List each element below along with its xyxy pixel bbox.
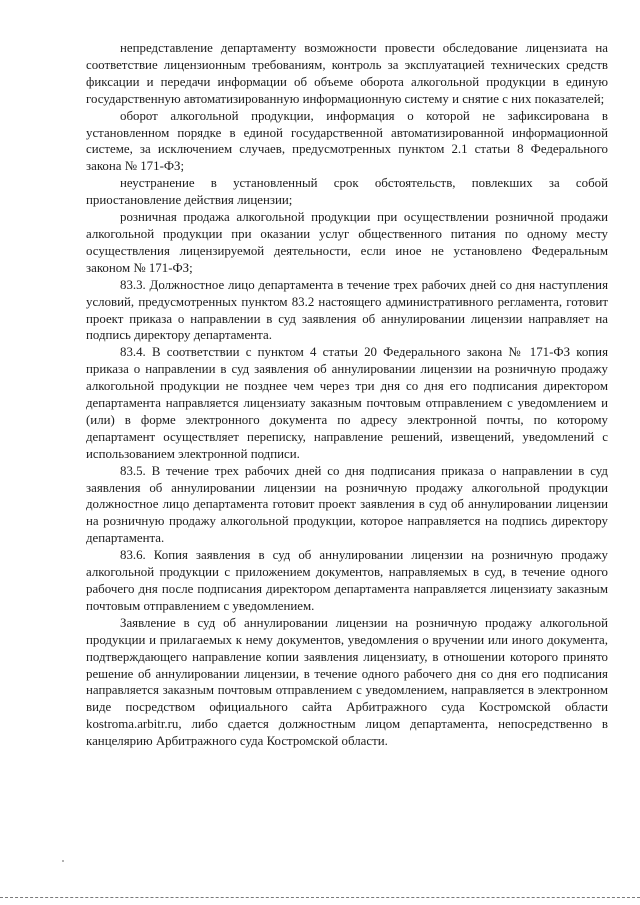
paragraph-83-6: 83.6. Копия заявления в суд об аннулировании лицензии на розничную продажу алкогольной продукции с приложением документов, направляемых в суд, в течение одного рабочего дня после подписания директором департамента направляется лицензиату заказным почтовым отправлением с уведомлением. — [86, 548, 608, 613]
scan-speck — [62, 860, 64, 862]
paragraph-83-4: 83.4. В соответствии с пунктом 4 статьи 20 Федерального закона № 171-ФЗ копия приказа о направлении в суд заявления об аннулировании лицензии на розничную продажу алкогольной продукции не позднее чем через три дня со дня его подписания директором департамента направляется лицензиату заказным почтовым отправлением с уведомлением и (или) в форме электронного документа по адресу электронной почты, по которому департамент осуществляет переписку, направление решений, извещений, уведомлений с использованием электронной подписи. — [86, 345, 608, 461]
paragraph-83-5: 83.5. В течение трех рабочих дней со дня подписания приказа о направлении в суд заявления об аннулировании лицензии на розничную продажу алкогольной продукции должностное лицо департамента готовит проект заявления в суд об аннулировании лицензии на розничную продажу алкогольной продукции, которое направляется на подпись директору департамента. — [86, 463, 608, 546]
paragraph-suspension-not-eliminated: неустранение в установленный срок обстоятельств, повлекших за собой приостановление действия лицензии; — [86, 176, 608, 208]
paragraph-83-3: 83.3. Должностное лицо департамента в течение трех рабочих дней со дня наступления условий, предусмотренных пунктом 83.2 настоящего административного регламента, готовит проект приказа о направлении в суд заявления об аннулировании лицензии направляет на подпись директору департамента. — [86, 277, 608, 343]
footer-divider — [0, 897, 640, 898]
document-body — [86, 40, 608, 750]
paragraph-court-submission: Заявление в суд об аннулировании лицензии на розничную продажу алкогольной продукции и прилагаемых к нему документов, уведомления о вручении или иного документа, подтверждающего направление копии заявления лицензиату, в отношении которого принято решение об аннулировании лицензии, в течение одного рабочего дня со дня его подписания направляется заказным почтовым отправлением с уведомлением, направляется в электронном виде посредством официального сайта Арбитражного суда Костромской области kostroma.arbitr.ru, либо сдается должностным лицом департамента, непосредственно в канцелярию Арбитражного суда Костромской области. — [86, 615, 608, 749]
paragraph-no-inspection-access: непредставление департаменту возможности провести обследование лицензиата на соответствие лицензионным требованиям, контроль за эксплуатацией технических средств фиксации и передачи информации об объеме оборота алкогольной продукции в единую государственную автоматизированную информационную систему и снятие с них показателей; — [86, 41, 608, 106]
paragraph-unrecorded-turnover: оборот алкогольной продукции, информация о которой не зафиксирована в установленном порядке в единой государственной автоматизированной информационной системе, за исключением случаев, предусмотренных пунктом 2.1 статьи 8 Федерального закона № 171-ФЗ; — [86, 108, 608, 174]
paragraph-retail-catering: розничная продажа алкогольной продукции при осуществлении розничной продажи алкогольной продукции при оказании услуг общественного питания по одному месту осуществления лицензируемой деятельности, если иное не установлено Федеральным законом № 171-ФЗ; — [86, 210, 608, 275]
